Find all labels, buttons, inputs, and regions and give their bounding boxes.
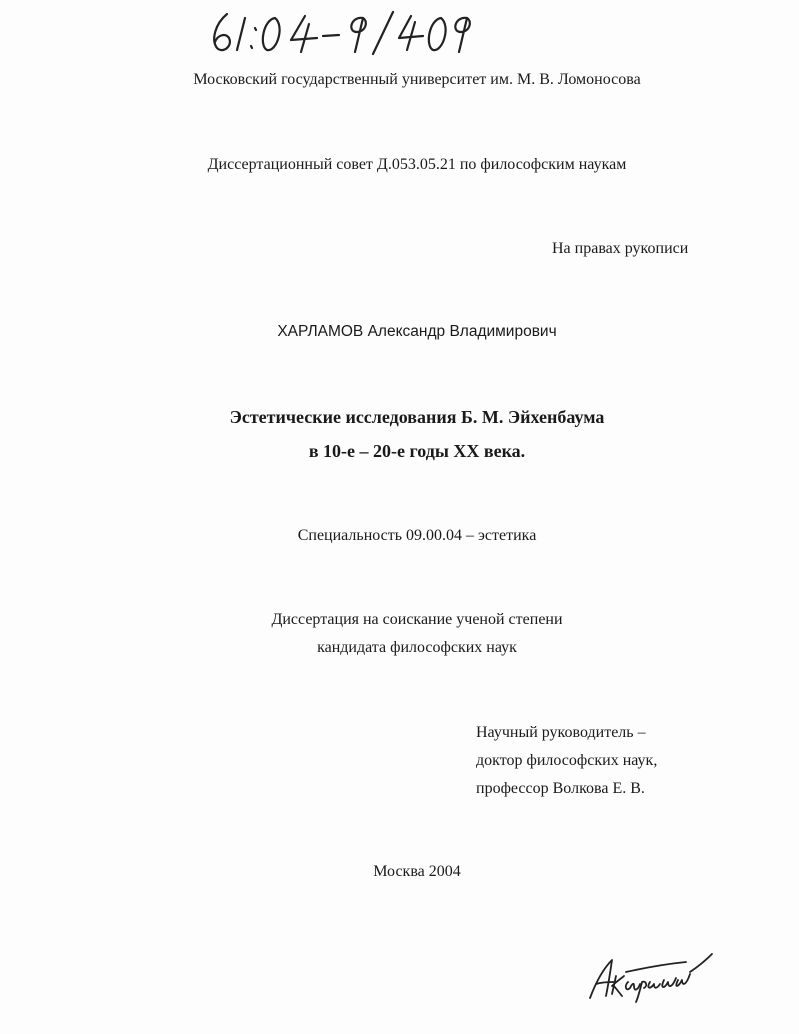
specialty: Специальность 09.00.04 – эстетика (297, 527, 537, 544)
dissertation-title-line-1: Эстетические исследования Б. М. Эйхенбаума (229, 407, 605, 427)
signature-drawing (582, 942, 722, 1004)
advisor-line-2: доктор философских наук, (476, 752, 658, 769)
degree-line-1: Диссертация на соискание ученой степени (271, 611, 563, 628)
manuscript-rights-note: На правах рукописи (552, 240, 689, 257)
handwritten-archive-number (205, 6, 475, 58)
author-name: ХАРЛАМОВ Александр Владимирович (277, 323, 557, 340)
advisor-line-1: Научный руководитель – (476, 724, 646, 741)
degree-line-2: кандидата философских наук (317, 639, 517, 656)
author-signature (582, 942, 722, 1004)
advisor-line-3: профессор Волкова Е. В. (476, 780, 645, 797)
dissertation-council: Диссертационный совет Д.053.05.21 по философским наукам (207, 156, 627, 173)
university-name: Московский государственный университет им. М. В. Ломоносова (193, 71, 641, 88)
dissertation-title-line-2: в 10-е – 20-е годы XX века. (308, 441, 526, 461)
handwritten-number-drawing (205, 6, 475, 58)
city-year: Москва 2004 (373, 863, 461, 880)
